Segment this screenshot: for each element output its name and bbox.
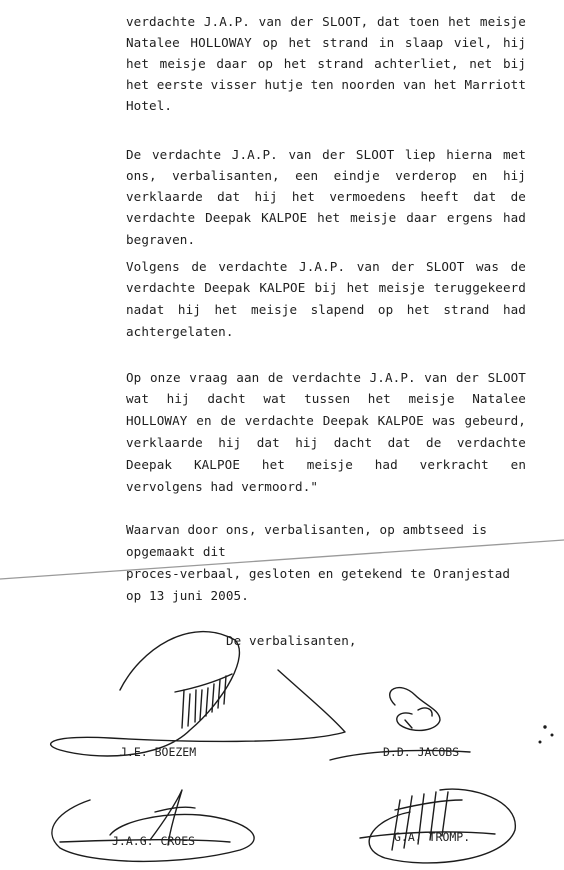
text-line: het eerste visser hutje ten noorden van het Marriott	[126, 77, 526, 92]
text-line: verklaarde hij dat hij dacht dat de verdachte	[126, 435, 526, 450]
text-line: achtergelaten.	[126, 324, 234, 339]
signature-boezem	[51, 632, 345, 756]
text-line: het meisje daar op het strand achterliet, net bij	[126, 56, 526, 71]
text-line: Volgens de verdachte J.A.P. van der SLOOT was de	[126, 259, 526, 274]
text-line: Natalee HOLLOWAY op het strand in slaap viel, hij	[126, 35, 526, 50]
signature-tromp	[360, 789, 515, 863]
text-line: verdachte Deepak KALPOE het meisje daar ergens had	[126, 210, 526, 225]
text-line: verklaarde dat hij het vermoedens heeft dat de	[126, 189, 526, 204]
text-line: De verdachte J.A.P. van der SLOOT liep hierna met	[126, 147, 526, 162]
text-line: opgemaakt dit	[126, 544, 226, 559]
signature-croes	[52, 790, 254, 861]
text-line: Waarvan door ons, verbalisanten, op ambtseed is	[126, 522, 488, 537]
signatory-boezem: J.E. BOEZEM	[120, 745, 197, 759]
text-line: nadat hij het meisje slapend op het strand had	[126, 302, 526, 317]
signatory-croes: J.A.G. CROES	[112, 834, 196, 848]
signatory-tromp: G.A. TROMP.	[394, 830, 471, 844]
text-line: Deepak KALPOE het meisje had verkracht en	[126, 457, 526, 472]
text-line: HOLLOWAY en de verdachte Deepak KALPOE was gebeurd,	[126, 413, 526, 428]
text-line: proces-verbaal, gesloten en getekend te Oranjestad	[126, 566, 511, 581]
text-line: op 13 juni 2005.	[126, 588, 249, 603]
text-line: verdachte J.A.P. van der SLOOT, dat toen het meisje	[126, 14, 526, 29]
text-line: Hotel.	[126, 98, 173, 113]
signatory-jacobs: D.D. JACOBS	[383, 745, 460, 759]
text-line: wat hij dacht wat tussen het meisje Natalee	[126, 391, 526, 406]
text-line: ons, verbalisanten, een eindje verderop en hij	[126, 168, 526, 183]
text-line: Op onze vraag aan de verdachte J.A.P. van der SLOOT	[126, 370, 526, 385]
signatory-heading: De verbalisanten,	[226, 633, 357, 648]
text-line: vervolgens had vermoord."	[126, 479, 319, 494]
text-line: verdachte Deepak KALPOE bij het meisje teruggekeerd	[126, 280, 526, 295]
text-line: begraven.	[126, 232, 196, 247]
